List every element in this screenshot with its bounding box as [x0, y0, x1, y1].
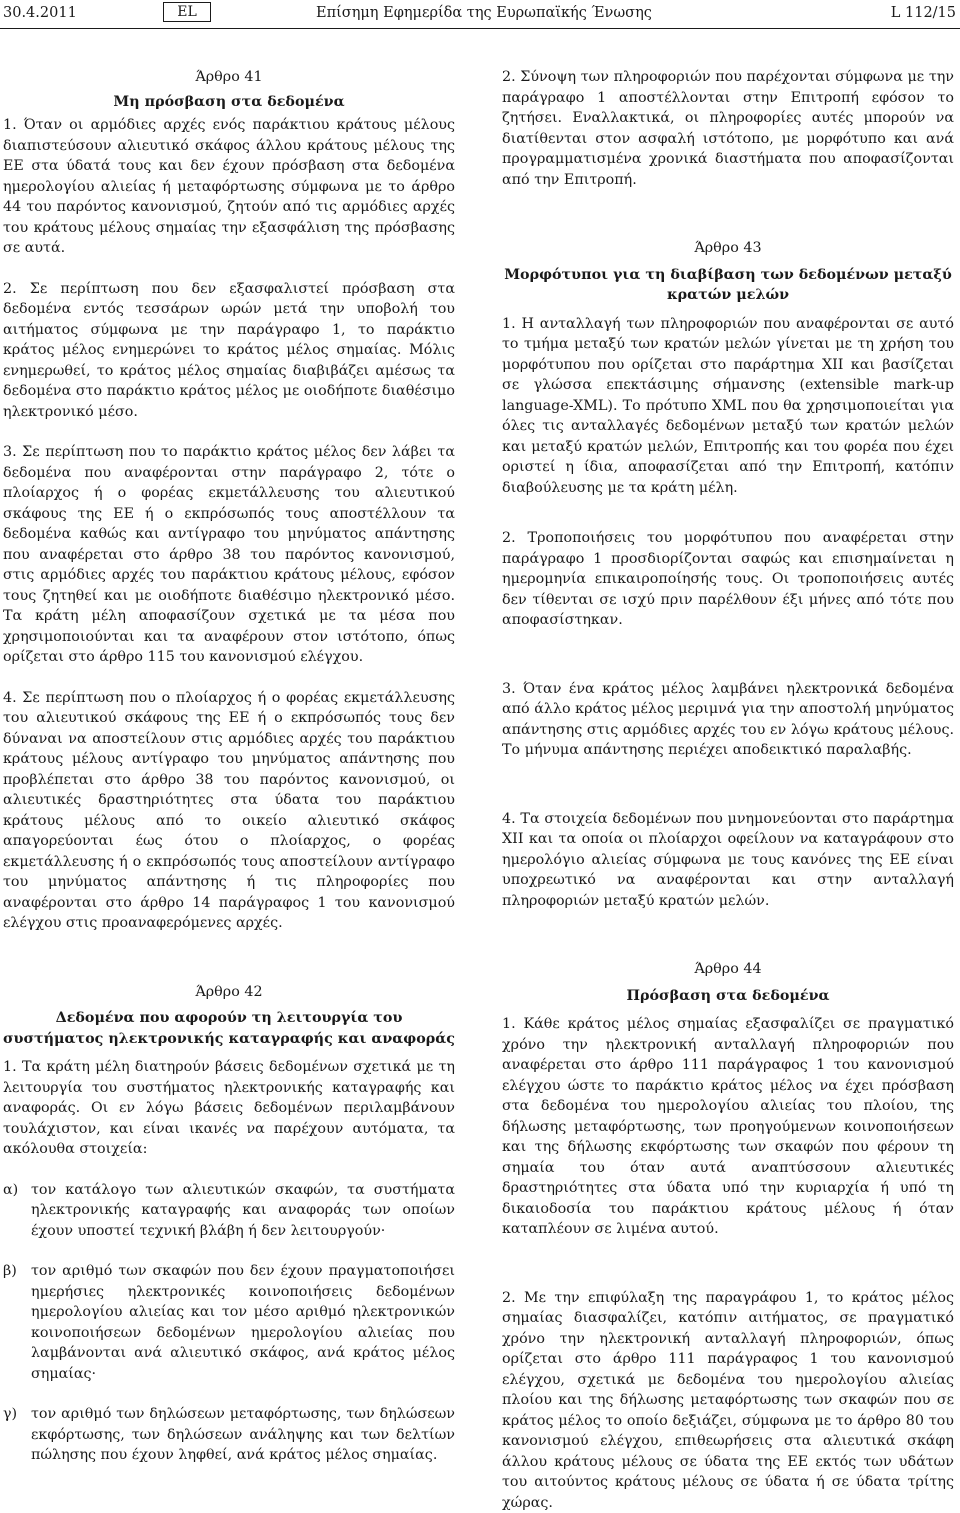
article-43-paragraph-1: 1. Η ανταλλαγή των πληροφοριών που αναφέρονται σε αυτό το τμήμα μεταξύ των κρατών μελών γίνεται με τη χρήση του μορφότυπου που ορίζεται στο παράρτημα XII και βασίζεται σε γλώσσα επεκτάσιμης σήμανσης (extensible mark-up language-XML). Το πρότυπο XML που θα χρησιμοποιείται για όλες τις ανταλλαγές δεδομένων μεταξύ των κρατών μελών και μεταξύ κρατών μελών, Επιτροπής και του φορέα που έχει οριστεί η ίδια, αποφασίζεται από την Επιτροπή, κατόπιν διαβούλευσης με τα κράτη μέλη. — [502, 314, 954, 499]
list-item — [3, 1404, 455, 1466]
article-43-paragraph-3: 3. Όταν ένα κράτος μέλος λαμβάνει ηλεκτρονικά δεδομένα από άλλο κράτος μέλος μεριμνά για την αποστολή μηνύματος απάντησης στις αρμόδιες αρχές του εν λόγω κράτους μέλους. Το μήνυμα απάντησης περιέχει αποδεικτικό παραλαβής. — [502, 679, 954, 761]
list-item — [3, 1180, 455, 1242]
list-item-text: τον αριθμό των δηλώσεων μεταφόρτωσης, των δηλώσεων εκφόρτωσης, των δηλώσεων ανάληψης και των δελτίων πώλησης που έχουν ληφθεί, ανά κράτος μέλος σημαίας. — [31, 1406, 455, 1463]
header-rule — [0, 28, 960, 29]
list-item-text: τον κατάλογο των αλιευτικών σκαφών, τα συστήματα ηλεκτρονικής καταγραφής και αναφοράς των οποίων έχουν υποστεί τεχνική βλάβη ή δεν λειτουργούν· — [31, 1182, 455, 1239]
publication-date: 30.4.2011 — [3, 5, 77, 21]
language-badge: EL — [163, 2, 211, 22]
article-44-paragraph-1: 1. Κάθε κράτος μέλος σημαίας εξασφαλίζει σε πραγματικό χρόνο την ηλεκτρονική ανταλλαγή πληροφοριών που αναφέρεται στο άρθρο 111 παράγραφος 1 του κανονισμού ελέγχου ώστε το παράκτιο κράτος μέλος να έχει πρόσβαση στα δεδομένα του ημερολογίου αλιείας του πλοίου, της δήλωσης μεταφόρτωσης, των προηγούμενων κοινοποιήσεων και της δήλωσης εκφόρτωσης των σκαφών που φέρουν τη σημαία του όταν αυτά αναπτύσσουν αλιευτικές δραστηριότητες στα ύδατα υπό την κυριαρχία ή υπό τη δικαιοδοσία του παράκτιου κράτους μέλους ή όταν καταπλέουν σε λιμένα αυτού. — [502, 1014, 954, 1240]
left-column — [3, 67, 455, 1466]
list-item-label: α) — [3, 1180, 18, 1201]
article-41-paragraph-4: 4. Σε περίπτωση που ο πλοίαρχος ή ο φορέας εκμετάλλευσης του αλιευτικού σκάφους της ΕΕ ή ο εκπρόσωπός τους δεν δύναναι να αποστείλουν στις αρμόδιες αρχές του παράκτιου κράτους μέλους αντίγραφο του μηνύματος απάντησης που προβλέπεται στο άρθρο 38 του παρόντος κανονισμού, οι αλιευτικές δραστηριότητες στα ύδατα του παράκτιου κράτους μέλους από το οικείο αλιευτικό σκάφος απαγορεύονται έως ότου ο πλοίαρχος, ο φορέας εκμετάλλευσης ή ο εκπρόσωπός τους αποστείλουν αντίγραφο του μηνύματος απάντησης ή τις πληροφορίες που αναφέρονται στο άρθρο 14 παράγραφος 1 του κανονισμού ελέγχου στις προαναφερόμενες αρχές. — [3, 688, 455, 934]
article-43-number: Άρθρο 43 — [502, 238, 954, 259]
article-42-paragraph-1: 1. Τα κράτη μέλη διατηρούν βάσεις δεδομένων σχετικά με τη λειτουργία του συστήματος ηλεκτρονικής καταγραφής και αναφοράς. Οι εν λόγω βάσεις δεδομένων περιλαμβάνουν τουλάχιστον, και είναι ικανές να παρέχουν αυτόματα, τα ακόλουθα στοιχεία: — [3, 1057, 455, 1160]
article-42-number: Άρθρο 42 — [3, 982, 455, 1003]
article-41-paragraph-3: 3. Σε περίπτωση που το παράκτιο κράτος μέλος δεν λάβει τα δεδομένα που αναφέρονται στην παράγραφο 2, τότε ο πλοίαρχος ή ο φορέας εκμετάλλευσης του αλιευτικού σκάφους της ΕΕ ή ο εκπρόσωπός τους αποστέλλουν τα δεδομένα καθώς και αντίγραφο του μηνύματος απάντησης που αναφέρεται στο άρθρο 38 του παρόντος κανονισμού, στις αρμόδιες αρχές του παράκτιου κράτους μέλους, εφόσον τους ζητηθεί και με οιοδήποτε διαθέσιμο ηλεκτρονικό μέσο. Τα κράτη μέλη αποφασίζουν σχετικά με τα μέσα που χρησιμοποιούνται και τα αναφέρουν στον ιστότοπο, όπως ορίζεται στο άρθρο 115 του κανονισμού ελέγχου. — [3, 442, 455, 668]
article-42-paragraph-2: 2. Σύνοψη των πληροφοριών που παρέχονται σύμφωνα με την παράγραφο 1 αποστέλλονται στην Επιτροπή εφόσον το ζητήσει. Εναλλακτικά, οι πληροφορίες αυτές μπορούν να διατίθενται στον ασφαλή ιστότοπο, με μορφότυπο και ανά προγραμματισμένα χρονικά διαστήματα που αποφασίζονται από την Επιτροπή. — [502, 67, 954, 190]
article-44-title: Πρόσβαση στα δεδομένα — [502, 986, 954, 1007]
article-44-paragraph-2: 2. Με την επιφύλαξη της παραγράφου 1, το κράτος μέλος σημαίας διασφαλίζει, κατόπιν αιτήματος, σε πραγματικό χρόνο την ηλεκτρονική ανταλλαγή πληροφοριών, όπως ορίζεται στο άρθρο 111 παράγραφος 1 του κανονισμού ελέγχου, σχετικά με δεδομένα του ημερολογίου αλιείας πλοίου και της δήλωσης μεταφόρτωσης των σκαφών που σε κράτος μέλος το οποίο δεξιάζει, σύμφωνα με το άρθρο 80 του κανονισμού ελέγχου, επιθεωρήσεις στα αλιευτικά σκάφη άλλου κράτους μέλους σε ύδατα της ΕΕ εκτός των υδάτων του αιτούντος κράτους μέλους σε ύδατα ή σε ύδατα τρίτης χώρας. — [502, 1288, 954, 1513]
article-41-title: Μη πρόσβαση στα δεδομένα — [3, 92, 455, 113]
article-44-number: Άρθρο 44 — [502, 959, 954, 980]
article-41-paragraph-2: 2. Σε περίπτωση που δεν εξασφαλιστεί πρόσβαση στα δεδομένα εντός τεσσάρων ωρών μετά την υποβολή του αιτήματος σύμφωνα με την παράγραφο 1, το παράκτιο κράτος μέλος ενημερώνει το κράτος μέλος σημαίας. Μόλις ενημερωθεί, το κράτος μέλος σημαίας διαβιβάζει αμέσως τα δεδομένα στο παράκτιο κράτος μέλος με οιοδήποτε διαθέσιμο ηλεκτρονικό μέσο. — [3, 279, 455, 423]
list-item-label: γ) — [3, 1404, 17, 1425]
article-41-paragraph-1: 1. Όταν οι αρμόδιες αρχές ενός παράκτιου κράτους μέλους διαπιστεύσουν αλιευτικό σκάφος άλλου κράτους μέλους της ΕΕ στα ύδατά τους και δεν έχουν πρόσβαση στα δεδομένα ημερολογίου αλιείας ή μεταφόρτωσης σύμφωνα με το άρθρο 44 του παρόντος κανονισμού, ζητούν από τις αρμόδιες αρχές του κράτους μέλους σημαίας την εξασφάλιση της πρόσβασης σε αυτά. — [3, 115, 455, 259]
article-43-paragraph-4: 4. Τα στοιχεία δεδομένων που μνημονεύονται στο παράρτημα XII και τα οποία οι πλοίαρχοι οφείλουν να καταγράφουν στο ημερολόγιο αλιείας σύμφωνα με τους κανόνες της ΕΕ είναι υποχρεωτικό να αναφέρονται και στην ανταλλαγή πληροφοριών μεταξύ κρατών μελών. — [502, 809, 954, 912]
article-42-title: Δεδομένα που αφορούν τη λειτουργία του συστήματος ηλεκτρονικής καταγραφής και αναφοράς — [3, 1008, 455, 1049]
article-43-paragraph-2: 2. Τροποποιήσεις του μορφότυπου που αναφέρεται στην παράγραφο 1 προσδιορίζονται σαφώς και επισημαίνεται η ημερομηνία επικαιροποίησής τους. Οι τροποποιήσεις αυτές δεν τίθενται σε ισχύ πριν παρέλθουν έξι μήνες από τότε που αποφασίστηκαν. — [502, 528, 954, 631]
list-item-text: τον αριθμό των σκαφών που δεν έχουν πραγματοποιήσει ημερήσιες ηλεκτρονικές κοινοποιήσεις δεδομένων ημερολογίου αλιείας και τον μέσο αριθμό ηλεκτρονικών κοινοποιήσεων δεδομένων ημερολογίου αλιείας που λαμβάνονται ανά αλιευτικό σκάφος, ανά κράτος μέλος σημαίας· — [31, 1263, 455, 1382]
list-item-label: β) — [3, 1261, 17, 1282]
article-41-number: Άρθρο 41 — [3, 67, 455, 88]
right-column — [502, 67, 954, 1513]
journal-title: Επίσημη Εφημερίδα της Ευρωπαϊκής Ένωσης — [316, 5, 652, 21]
page-reference: L 112/15 — [891, 5, 956, 21]
article-43-title: Μορφότυποι για τη διαβίβαση των δεδομένων μεταξύ κρατών μελών — [502, 265, 954, 306]
page-header — [0, 0, 960, 30]
list-item — [3, 1261, 455, 1384]
